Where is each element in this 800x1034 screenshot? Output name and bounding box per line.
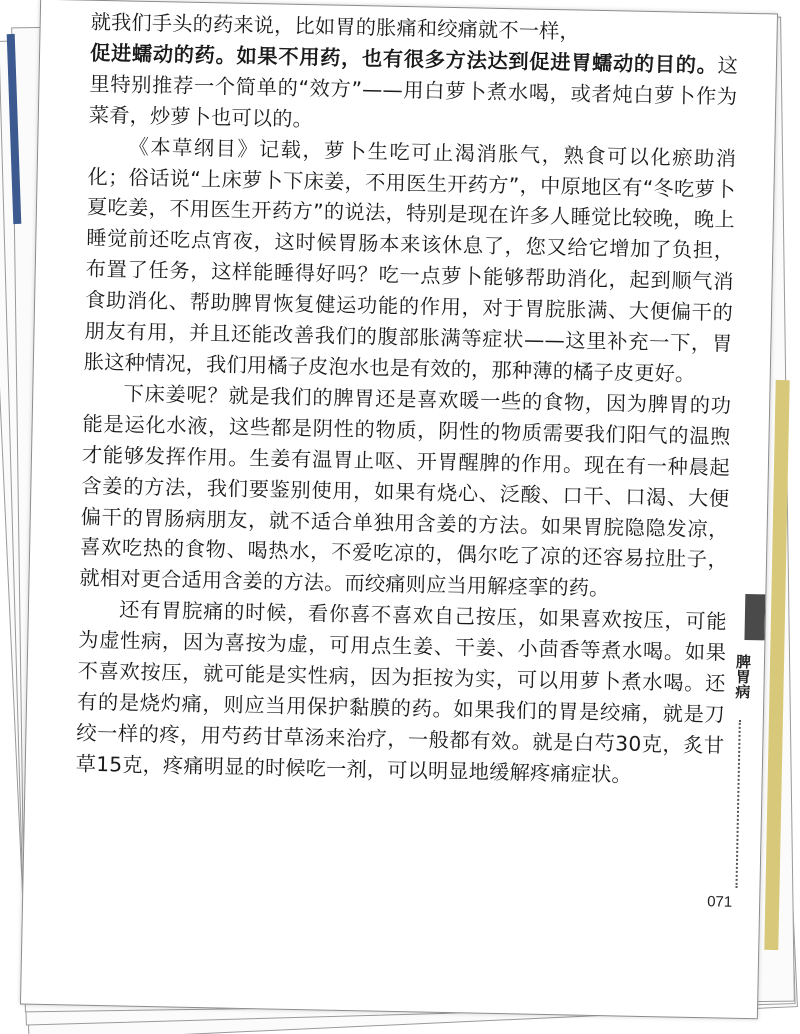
book-page	[20, 0, 778, 1019]
paragraph	[76, 594, 728, 792]
paragraph-text: 就我们手头的药来说，比如胃的胀痛和绞痛就不一样，	[90, 9, 581, 44]
paragraph-text: 下床姜呢？就是我们的脾胃还是喜欢暖一些的食物，因为脾胃的功能是运化水液，这些都是阴性的物质，阴性的物质需要我们阳气的温煦才能够发挥作用。生姜有温胃止呕、开胃醒脾的作用。现在有一种晨起含姜的方法，我们要鉴别使用，如果有烧心、泛酸、口干、口渴、大便偏干的胃肠病朋友，就不适合单独用含姜的方法。如果胃脘隐隐发凉，喜欢吃热的食物、喝热水，不爱吃凉的，偶尔吃了凉的还容易拉肚子，就相对更合适用含姜的方法。而绞痛则应当用解痉挛的药。	[79, 381, 732, 601]
paragraph-text: 《本草纲目》记载，萝卜生吃可止渴消胀气，熟食可以化瘀助消化；俗话说“上床萝卜下床姜，不用医生开药方”，中原地区有“冬吃萝卜夏吃姜，不用医生开药方”的说法，特别是现在许多人睡觉比较晚，晚上睡觉前还吃点宵夜，这时候胃肠本来该休息了，您又给它增加了负担，布置了任务，这样能睡得好吗？吃一点萝卜能够帮助消化，起到顺气消食助消化、帮助脾胃恢复健运功能的作用，对于胃脘胀满、大便偏干的朋友有用，并且还能改善我们的腹部胀满等症状——这里补充一下，胃胀这种情况，我们用橘子皮泡水也是有效的，那种薄的橘子皮更好。	[83, 134, 737, 386]
chapter-side-label: 脾胃病	[733, 653, 753, 700]
paragraph	[84, 130, 737, 390]
paragraph-text: 这里特别推荐一个简单的“效方”——用白萝卜煮水喝，或者炖白萝卜作为菜肴，炒萝卜也可以的。	[88, 53, 739, 131]
body-text	[76, 7, 739, 793]
paragraph	[79, 378, 731, 607]
chapter-tab	[744, 594, 765, 640]
page-number: 071	[707, 893, 733, 911]
paragraph	[89, 38, 739, 144]
paragraph-text: 还有胃脘痛的时候，看你喜不喜欢自己按压，如果喜欢按压，可能为虚性病，因为喜按为虚，可用点生姜、干姜、小茴香等煮水喝。如果不喜欢按压，就可能是实性病，因为拒按为实，可以用萝卜煮水喝。还有的是烧灼痛，则应当用保护黏膜的药。如果我们的胃是绞痛，就是刀绞一样的疼，用芍药甘草汤来治疗，一般都有效。就是白芍30克，炙甘草15克，疼痛明显的时候吃一剂，可以明显地缓解疼痛症状。	[75, 597, 728, 787]
dotted-rule	[735, 720, 740, 888]
emphasized-text: 促进蠕动的药。如果不用药，也有很多方法达到促进胃蠕动的目的。	[89, 40, 718, 78]
